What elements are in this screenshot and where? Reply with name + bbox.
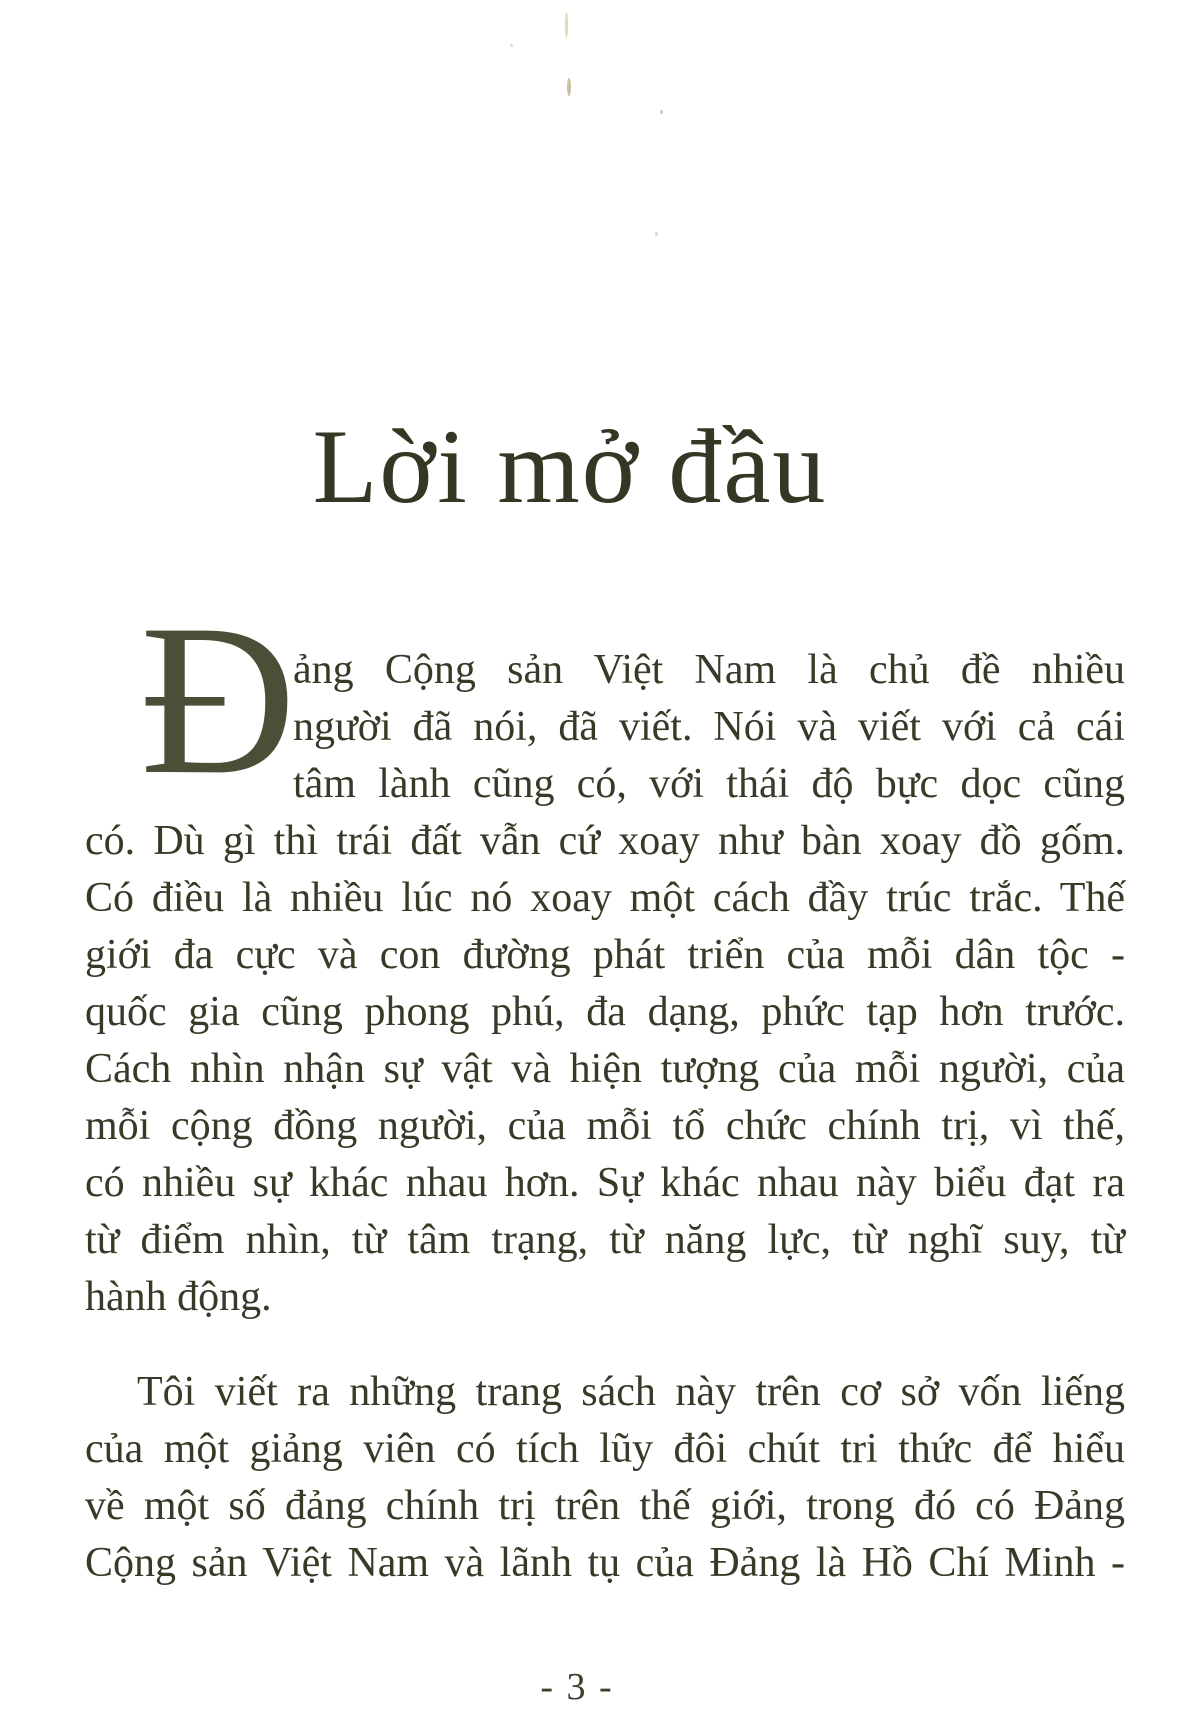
text-line: có. Dù gì thì trái đất vẫn cứ xoay như bàn xoay đồ gốm.: [85, 818, 1125, 864]
scan-speck: [655, 232, 658, 236]
scan-speck: [565, 12, 568, 38]
page-number: - 3 -: [540, 1666, 614, 1708]
text-line: quốc gia cũng phong phú, đa dạng, phức tạp hơn trước.: [85, 989, 1125, 1035]
paragraph-2-lines: [85, 1364, 1125, 1592]
text-line: giới đa cực và con đường phát triển của mỗi dân tộc -: [85, 932, 1125, 978]
text-line: tâm lành cũng có, với thái độ bực dọc cũng: [293, 761, 1125, 807]
text-line: Tôi viết ra những trang sách này trên cơ sở vốn liếng: [137, 1369, 1125, 1415]
scan-speck: [660, 110, 663, 114]
paragraph-2: [85, 1364, 1125, 1592]
text-line: từ điểm nhìn, từ tâm trạng, từ năng lực, từ nghĩ suy, từ: [85, 1217, 1125, 1263]
scan-speck: [510, 44, 513, 47]
body-text: [85, 580, 1125, 1592]
text-line: của một giảng viên có tích lũy đôi chút tri thức để hiểu: [85, 1426, 1125, 1472]
text-line: Cách nhìn nhận sự vật và hiện tượng của mỗi người, của: [85, 1046, 1125, 1092]
text-line: Có điều là nhiều lúc nó xoay một cách đầy trúc trắc. Thế: [85, 875, 1125, 921]
text-line: ảng Cộng sản Việt Nam là chủ đề nhiều: [293, 647, 1125, 693]
scan-speck: [567, 78, 571, 96]
text-line: Cộng sản Việt Nam và lãnh tụ của Đảng là Hồ Chí Minh -: [85, 1540, 1125, 1586]
text-line: mỗi cộng đồng người, của mỗi tổ chức chính trị, vì thế,: [85, 1103, 1125, 1149]
text-line: hành động.: [85, 1274, 272, 1320]
drop-cap-letter: Đ: [140, 580, 296, 819]
text-line: về một số đảng chính trị trên thế giới, trong đó có Đảng: [85, 1483, 1125, 1529]
paragraph-1: [85, 580, 1125, 1326]
page-title: Lời mở đầu: [312, 408, 828, 526]
text-line: người đã nói, đã viết. Nói và viết với cả cái: [293, 704, 1125, 750]
text-line: có nhiều sự khác nhau hơn. Sự khác nhau này biểu đạt ra: [85, 1160, 1125, 1206]
